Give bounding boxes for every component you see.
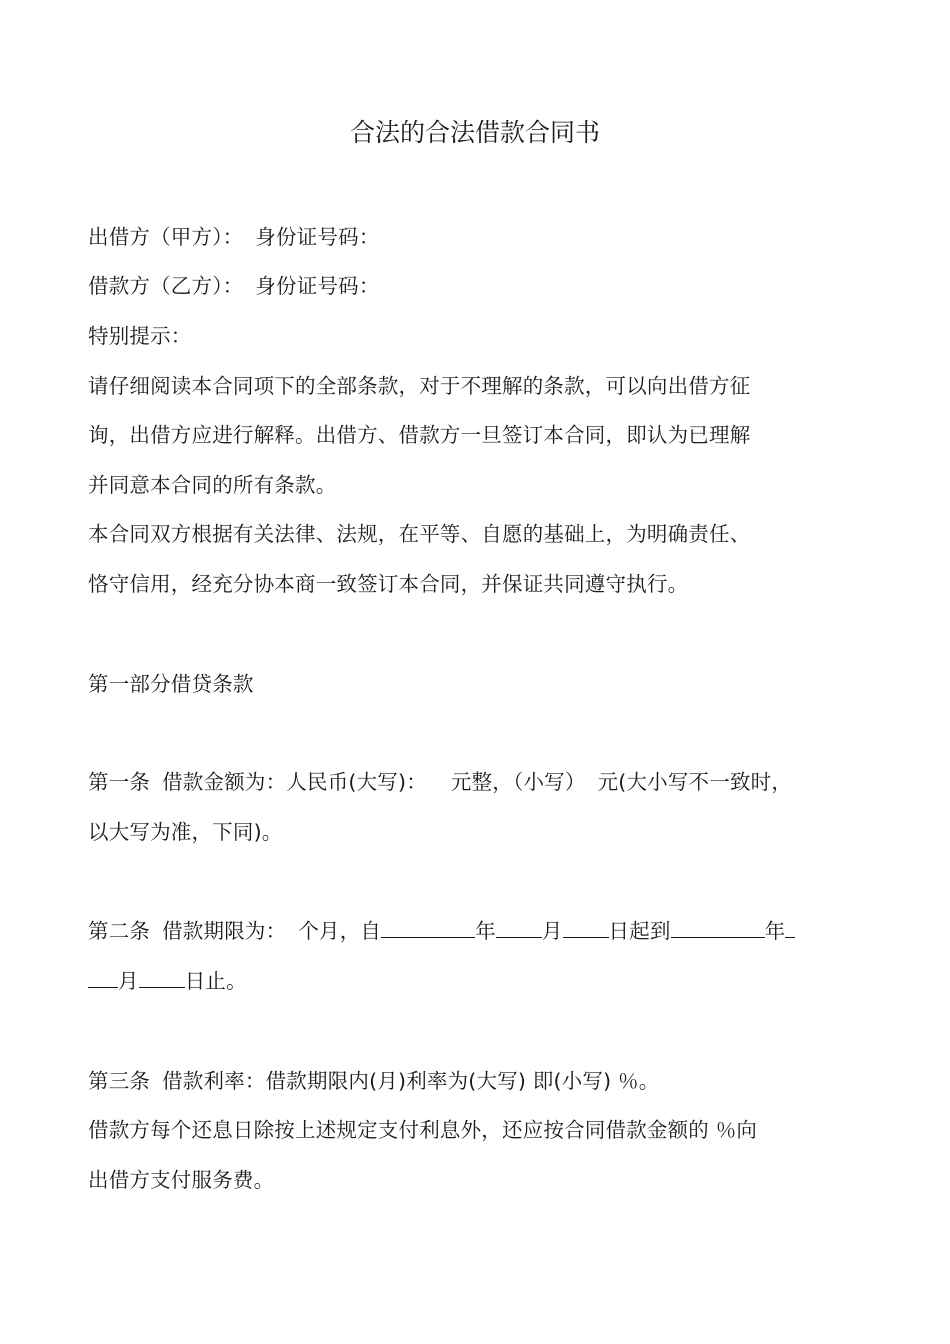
- notice-heading: 特别提示：: [88, 324, 192, 348]
- article2-day-to: 日止。: [184, 969, 247, 993]
- end-year-blank[interactable]: [671, 915, 765, 938]
- part1-heading: 第一部分借贷条款: [88, 672, 254, 696]
- party-a-id-label: 身份证号码：: [255, 225, 380, 249]
- party-b-label: 借款方（乙方）：: [88, 274, 244, 298]
- article2-month2: 月: [118, 969, 139, 993]
- party-b-id-label: 身份证号码：: [255, 274, 380, 298]
- article2-year: 年: [475, 919, 496, 943]
- article2-line-1: [88, 915, 795, 947]
- notice-line-1: 请仔细阅读本合同项下的全部条款，对于不理解的条款，可以向出借方征: [88, 374, 751, 398]
- article2-month: 月: [541, 919, 563, 943]
- start-month-blank[interactable]: [496, 915, 542, 938]
- article1-line-1: [88, 766, 792, 798]
- article1-number: 第一条: [88, 770, 151, 794]
- article3-line-2: 借款方每个还息日除按上述规定支付利息外，还应按合同借款金额的 ％向: [88, 1118, 758, 1142]
- intro-line-1: 本合同双方根据有关法律、法规，在平等、自愿的基础上，为明确责任、: [88, 522, 751, 546]
- intro-line-2: 恪守信用，经充分协本商一致签订本合同，并保证共同遵守执行。: [88, 572, 689, 596]
- article2-line-2: [88, 965, 247, 997]
- party-a-label: 出借方（甲方）：: [88, 225, 244, 249]
- start-day-blank[interactable]: [563, 915, 609, 938]
- article2-text-a: 借款期限为：: [162, 919, 287, 943]
- article3-line-1: [88, 1065, 659, 1097]
- end-day-blank[interactable]: [139, 965, 185, 988]
- article1-text-b: 元整，（小写）: [450, 770, 586, 794]
- notice-line-3: 并同意本合同的所有条款。: [88, 473, 337, 497]
- article2-months: 个月，自: [298, 919, 382, 943]
- article1-text-c: 元(大小写不一致时，: [597, 770, 793, 794]
- party-a-line: [88, 221, 380, 253]
- article3-text: 借款利率：借款期限内(月)利率为(大写) 即(小写) ％。: [162, 1069, 660, 1093]
- article2-number: 第二条: [88, 919, 151, 943]
- article2-day-from: 日起到: [608, 919, 671, 943]
- article3-number: 第三条: [88, 1069, 151, 1093]
- start-year-blank[interactable]: [381, 915, 475, 938]
- article2-year2: 年: [764, 919, 786, 943]
- end-month-blank-part2[interactable]: [88, 965, 118, 988]
- article3-line-3: 出借方支付服务费。: [88, 1168, 275, 1192]
- article1-text-a: 借款金额为：人民币(大写)：: [162, 770, 427, 794]
- document-title: 合法的合法借款合同书: [349, 118, 600, 147]
- article1-line-2: 以大写为准，下同)。: [88, 820, 283, 844]
- party-b-line: [88, 270, 380, 302]
- notice-line-2: 询，出借方应进行解释。出借方、借款方一旦签订本合同，即认为已理解: [88, 423, 751, 447]
- end-month-blank-part1[interactable]: [785, 915, 795, 938]
